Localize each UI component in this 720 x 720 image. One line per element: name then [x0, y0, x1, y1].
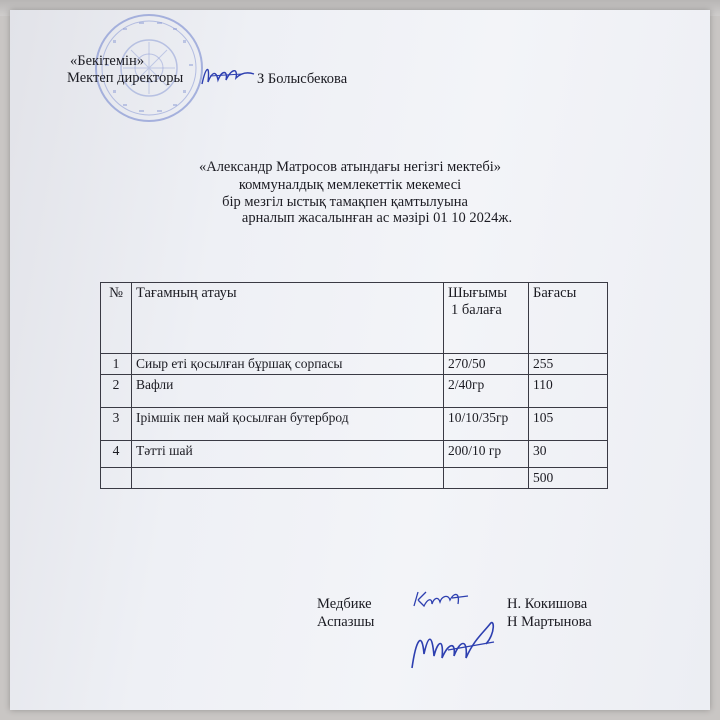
row-name: Вафли: [132, 375, 444, 408]
row-num: 1: [101, 354, 132, 375]
row-price: 110: [529, 375, 608, 408]
total-empty-cell: [444, 468, 529, 489]
nurse-signature-icon: [410, 588, 472, 612]
total-price: 500: [529, 468, 608, 489]
header-name: Тағамның атауы: [132, 283, 444, 354]
row-num: 2: [101, 375, 132, 408]
title-line-1: «Александр Матросов атындағы негізгі мектебі»: [198, 159, 502, 175]
row-price: 30: [529, 441, 608, 468]
row-output: 2/40гр: [444, 375, 529, 408]
table-row: [101, 375, 608, 408]
row-output: 10/10/35гр: [444, 408, 529, 441]
row-name: Тәтті шай: [132, 441, 444, 468]
header-output-line2: 1 балаға: [451, 302, 502, 318]
director-name: З Болысбекова: [257, 71, 348, 87]
director-title: Мектеп директоры: [67, 70, 184, 86]
row-output: 200/10 гр: [444, 441, 529, 468]
header-output: [444, 283, 529, 354]
approval-label: «Бекітемін»: [70, 53, 145, 69]
table-row: [101, 354, 608, 375]
table-row: [101, 408, 608, 441]
total-empty-cell: [132, 468, 444, 489]
row-name: Ірімшік пен май қосылған бутерброд: [132, 408, 444, 441]
total-empty-cell: [101, 468, 132, 489]
row-num: 3: [101, 408, 132, 441]
cook-signature-icon: [398, 610, 508, 680]
table-row: [101, 441, 608, 468]
cook-name: Н Мартынова: [507, 614, 592, 630]
title-line-4: арналып жасалынған ас мәзірі 01 10 2024ж.: [241, 210, 513, 226]
header-num: №: [101, 283, 132, 354]
header-output-line1: Шығымы: [448, 285, 507, 301]
row-output: 270/50: [444, 354, 529, 375]
menu-table: [100, 282, 608, 489]
row-num: 4: [101, 441, 132, 468]
row-price: 255: [529, 354, 608, 375]
header-price: Бағасы: [529, 283, 608, 354]
row-price: 105: [529, 408, 608, 441]
nurse-name: Н. Кокишова: [507, 596, 588, 612]
title-line-2: коммуналдық мемлекеттік мекемесі: [238, 177, 462, 193]
table-total-row: [101, 468, 608, 489]
row-name: Сиыр еті қосылған бұршақ сорпасы: [132, 354, 444, 375]
nurse-role: Медбике: [317, 596, 372, 612]
table-header-row: [101, 283, 608, 354]
title-line-3: бір мезгіл ыстық тамақпен қамтылуына: [222, 194, 468, 210]
document-page: [10, 10, 710, 710]
director-signature-icon: [198, 62, 258, 90]
cook-role: Аспазшы: [317, 614, 375, 630]
